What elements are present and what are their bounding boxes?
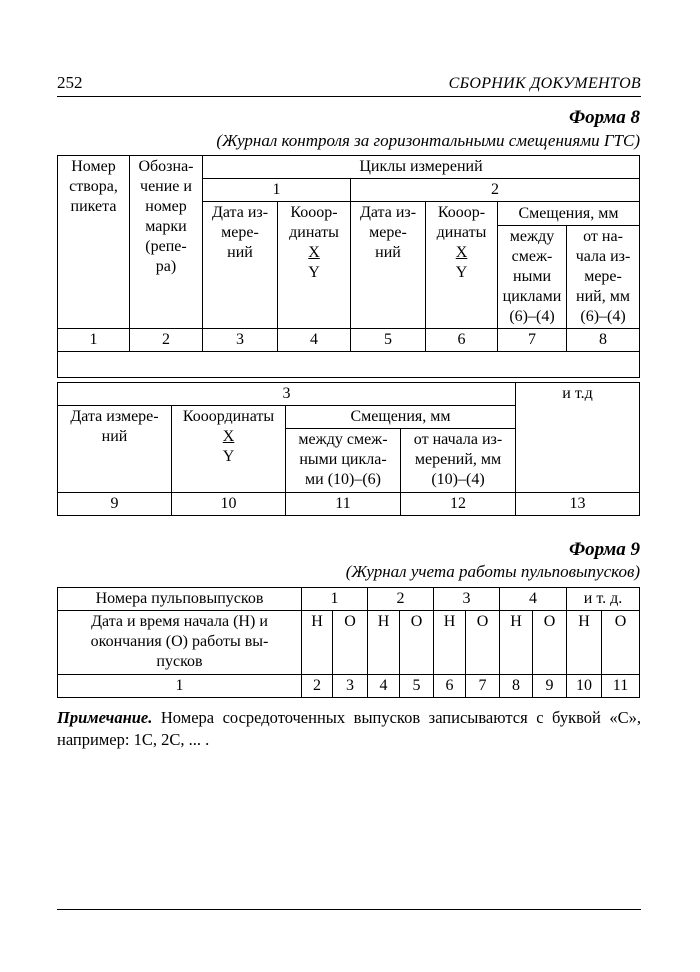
- form8-subtitle: (Журнал контроля за горизонтальными смещениями ГТС): [216, 131, 640, 150]
- start-end-cell: Н: [567, 611, 602, 675]
- col-date-1: Дата из- мере- ний: [203, 202, 278, 329]
- start-end-cell: О: [333, 611, 368, 675]
- start-end-cell: Н: [368, 611, 400, 675]
- col-mark-designation: Обозна- чение и номер марки (репе- ра): [130, 156, 203, 329]
- outlet-group-header: 2: [368, 588, 434, 611]
- col-number: 8: [500, 675, 533, 698]
- col-shift-between-cycles: между смеж- ными цикла- ми (10)–(6): [286, 429, 401, 493]
- col-shift-between-cycles: между смеж- ными циклами (6)–(4): [498, 226, 567, 329]
- form8-table-2: [57, 382, 640, 516]
- col-number: 4: [278, 329, 351, 352]
- col-number: 1: [58, 675, 302, 698]
- outlet-group-header: 4: [500, 588, 567, 611]
- running-title: СБОРНИК ДОКУМЕНТОВ: [448, 75, 641, 92]
- start-end-cell: О: [466, 611, 500, 675]
- page-number: 252: [57, 73, 83, 92]
- col-shift-from-start: от начала из- мерений, мм (10)–(4): [401, 429, 516, 493]
- note-paragraph: [57, 707, 641, 751]
- col-coords-2: Кооор- динаты X Y: [426, 202, 498, 329]
- form9-subtitle: (Журнал учета работы пульповыпусков): [345, 562, 640, 581]
- col-number: 11: [286, 493, 401, 516]
- start-end-cell: Н: [434, 611, 466, 675]
- form8-title: Форма 8: [569, 107, 640, 128]
- col-number: 12: [401, 493, 516, 516]
- col-number: 7: [498, 329, 567, 352]
- col-number: 13: [516, 493, 640, 516]
- start-end-cell: О: [533, 611, 567, 675]
- col-number: 4: [368, 675, 400, 698]
- note-text: Номера сосредоточенных выпусков записываются с буквой «С», например: 1С, 2С, ... .: [57, 708, 641, 749]
- col-coords-3: Кооординаты X Y: [172, 406, 286, 493]
- col-number: 6: [426, 329, 498, 352]
- bottom-rule: [57, 909, 641, 910]
- start-end-cell: Н: [302, 611, 333, 675]
- start-end-cell: О: [602, 611, 640, 675]
- col-number: 3: [333, 675, 368, 698]
- outlet-group-header: и т. д.: [567, 588, 640, 611]
- col-number: 10: [172, 493, 286, 516]
- col-number: 5: [351, 329, 426, 352]
- outlet-numbers-header: Номера пульповыпусков: [58, 588, 302, 611]
- start-end-cell: О: [400, 611, 434, 675]
- col-date-3: Дата измере- ний: [58, 406, 172, 493]
- col-station-number: Номер створа, пикета: [58, 156, 130, 329]
- shifts-header: Смещения, мм: [498, 202, 640, 226]
- form9-title: Форма 9: [569, 539, 640, 560]
- start-end-cell: Н: [500, 611, 533, 675]
- col-coords-1: Кооор- динаты X Y: [278, 202, 351, 329]
- col-number: 1: [58, 329, 130, 352]
- col-number: 11: [602, 675, 640, 698]
- shifts-header: Смещения, мм: [286, 406, 516, 429]
- col-number: 9: [533, 675, 567, 698]
- col-number: 10: [567, 675, 602, 698]
- col-number: 2: [302, 675, 333, 698]
- cycle-3-header: 3: [58, 383, 516, 406]
- page-header: [57, 72, 641, 97]
- outlet-group-header: 3: [434, 588, 500, 611]
- cycle-2-header: 2: [351, 179, 640, 202]
- col-date-2: Дата из- мере- ний: [351, 202, 426, 329]
- col-number: 6: [434, 675, 466, 698]
- etc-header: и т.д: [516, 383, 640, 493]
- start-end-time-label: Дата и время начала (Н) и окончания (О) работы вы- пусков: [58, 611, 302, 675]
- col-number: 5: [400, 675, 434, 698]
- note-label: Примечание.: [57, 708, 153, 727]
- col-number: 8: [567, 329, 640, 352]
- col-number: 3: [203, 329, 278, 352]
- form9-table: [57, 587, 640, 698]
- col-shift-from-start: от на- чала из- мере- ний, мм (6)–(4): [567, 226, 640, 329]
- table-break-row: [58, 352, 640, 378]
- outlet-group-header: 1: [302, 588, 368, 611]
- col-number: 7: [466, 675, 500, 698]
- col-number: 9: [58, 493, 172, 516]
- cycles-header: Циклы измерений: [203, 156, 640, 179]
- form8-table-1: [57, 155, 640, 378]
- col-number: 2: [130, 329, 203, 352]
- cycle-1-header: 1: [203, 179, 351, 202]
